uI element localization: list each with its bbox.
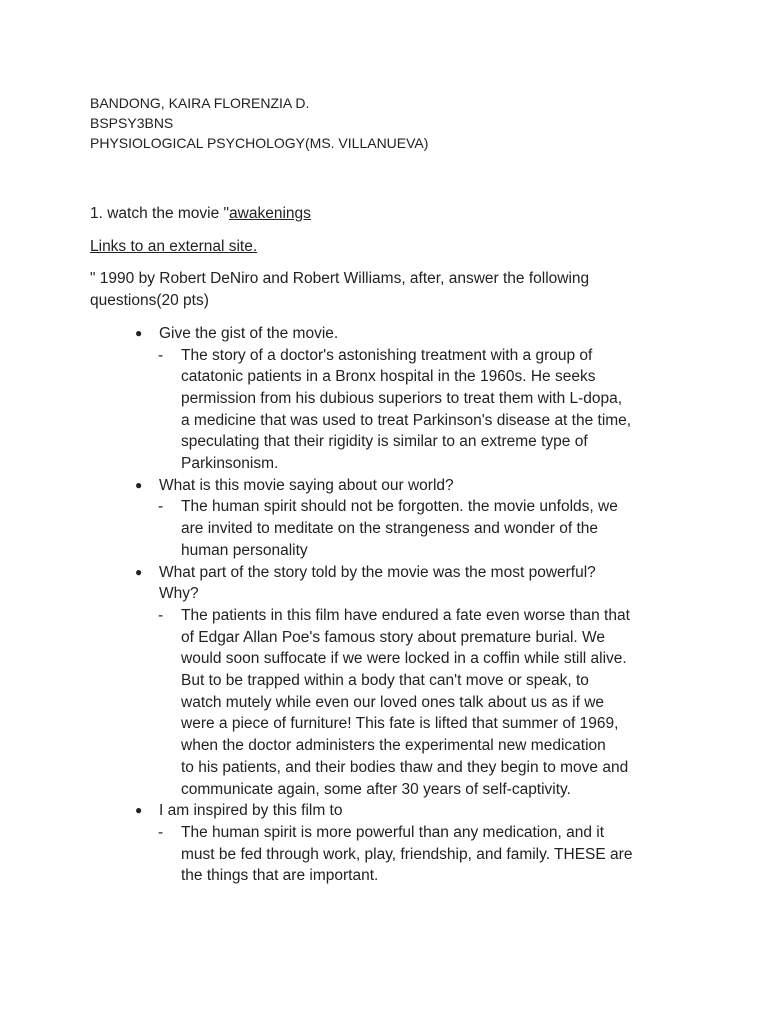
answer-text: communicate again, some after 30 years of self-captivity. xyxy=(181,780,571,798)
answer-text: would soon suffocate if we were locked in a coffin while still alive. xyxy=(181,650,627,668)
question-text: What is this movie saying about our world? xyxy=(159,476,454,494)
answer-text: permission from his dubious superiors to treat them with L-dopa, xyxy=(181,389,623,407)
question-item xyxy=(90,323,690,345)
answer-text: But to be trapped within a body that can't move or speak, to xyxy=(181,672,589,690)
assignment-body xyxy=(90,203,690,887)
question-list xyxy=(90,323,690,887)
answer-item xyxy=(90,822,690,887)
question-item xyxy=(90,800,690,822)
question-text: What part of the story told by the movie was the most powerful? xyxy=(159,563,596,581)
instruction-suffix-line: questions(20 pts) xyxy=(90,292,209,310)
answer-item xyxy=(90,496,690,561)
external-link-line xyxy=(90,236,690,258)
answer-text: of Edgar Allan Poe's famous story about premature burial. We xyxy=(181,628,605,646)
answer-text: must be fed through work, play, friendship, and family. THESE are xyxy=(181,845,633,863)
external-site-link[interactable]: Links to an external site. xyxy=(90,237,258,255)
answer-text: The patients in this film have endured a fate even worse than that xyxy=(181,606,630,624)
course-title: PHYSIOLOGICAL PSYCHOLOGY(MS. VILLANUEVA) xyxy=(90,135,429,151)
instruction-prefix: 1. watch the movie " xyxy=(90,205,230,222)
answer-text: catatonic patients in a Bronx hospital in the 1960s. He seeks xyxy=(181,368,596,386)
bullet-icon: ● xyxy=(135,325,143,340)
bullet-icon: ● xyxy=(135,477,143,492)
answer-text: The human spirit is more powerful than any medication, and it xyxy=(181,823,605,841)
bullet-icon: ● xyxy=(135,803,143,818)
instruction-continuation xyxy=(90,268,690,311)
answer-item xyxy=(90,345,690,475)
dash-marker: - xyxy=(158,823,164,841)
answer-text: the things that are important. xyxy=(181,867,379,885)
question-text: Why? xyxy=(159,585,199,603)
dash-marker: - xyxy=(158,346,164,364)
bullet-icon: ● xyxy=(135,564,143,579)
answer-text: The human spirit should not be forgotten. the movie unfolds, we xyxy=(181,498,618,516)
answer-item xyxy=(90,605,690,800)
answer-text: when the doctor administers the experimental new medication xyxy=(181,737,606,755)
movie-link[interactable]: awakenings xyxy=(229,205,311,222)
answer-text: The story of a doctor's astonishing treatment with a group of xyxy=(181,346,593,364)
question-text: Give the gist of the movie. xyxy=(159,324,339,342)
answer-text: are invited to meditate on the strangeness and wonder of the xyxy=(181,520,599,538)
instruction-suffix-line: " 1990 by Robert DeNiro and Robert Williams, after, answer the following xyxy=(90,270,590,288)
answer-text: to his patients, and their bodies thaw and they begin to move and xyxy=(181,758,629,776)
question-text: I am inspired by this film to xyxy=(159,802,343,820)
answer-text: watch mutely while even our loved ones talk about us as if we xyxy=(181,693,605,711)
dash-marker: - xyxy=(158,498,164,516)
dash-marker: - xyxy=(158,606,164,624)
student-name: BANDONG, KAIRA FLORENZIA D. xyxy=(90,95,310,111)
student-header xyxy=(90,93,428,153)
question-item xyxy=(90,562,690,605)
instruction-line xyxy=(90,203,690,225)
answer-text: a medicine that was used to treat Parkinson's disease at the time, xyxy=(181,411,632,429)
answer-text: Parkinsonism. xyxy=(181,455,279,473)
answer-text: human personality xyxy=(181,541,308,559)
student-section: BSPSY3BNS xyxy=(90,115,174,131)
answer-text: speculating that their rigidity is similar to an extreme type of xyxy=(181,433,588,451)
answer-text: were a piece of furniture! This fate is lifted that summer of 1969, xyxy=(181,715,619,733)
question-item xyxy=(90,475,690,497)
